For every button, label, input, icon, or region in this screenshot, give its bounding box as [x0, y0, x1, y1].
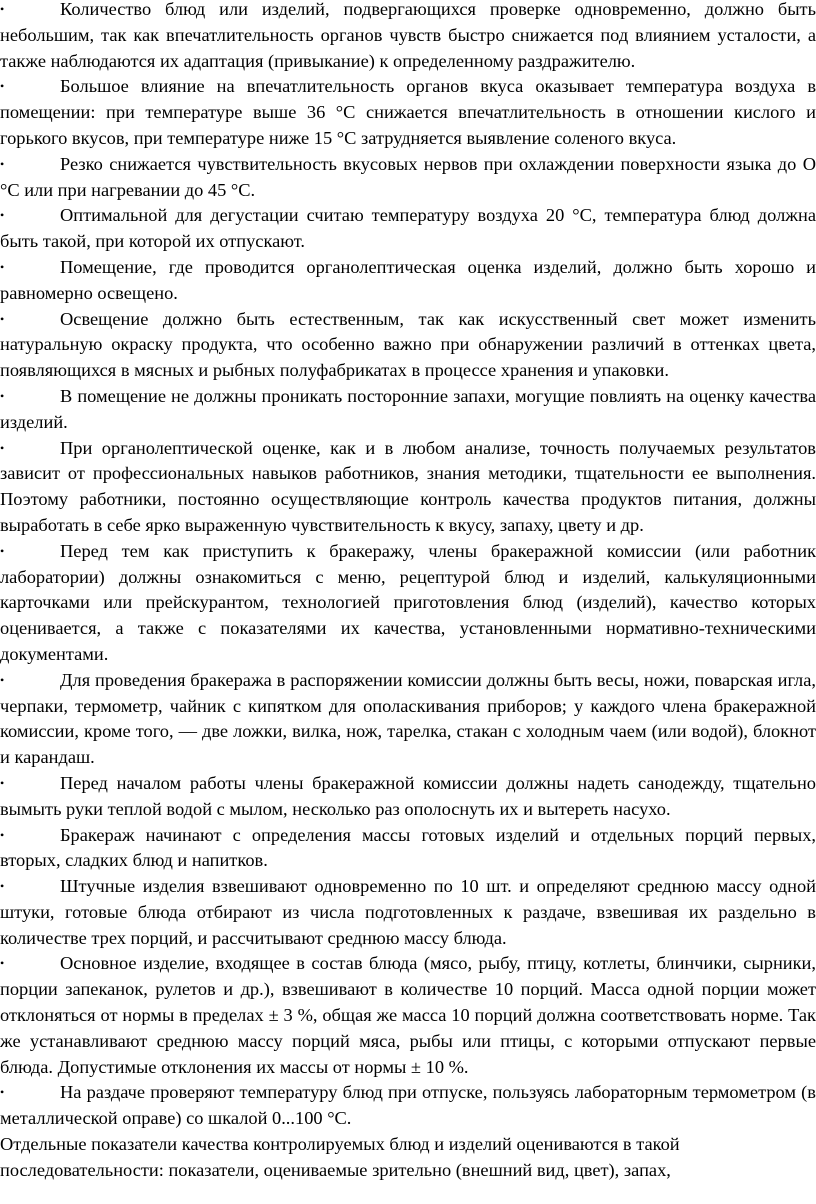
paragraph-text: Резко снижается чувствительность вкусовых нервов при охлаждении поверхности языка до О °С или при нагревании до 45 °С.: [0, 153, 816, 200]
bullet-icon: •: [0, 827, 5, 842]
list-item: [0, 1080, 816, 1132]
bullet-icon: •: [0, 259, 5, 274]
bullet-icon: •: [0, 1085, 5, 1100]
paragraph-text: Перед началом работы члены бракеражной комиссии должны надеть санодежду, тщательно вымыть руки теплой водой с мылом, несколько раз ополоснуть их и вытереть насухо.: [0, 772, 816, 819]
bullet-icon: •: [0, 672, 5, 687]
list-item: [0, 539, 816, 668]
paragraph-text: Оптимальной для дегустации считаю температуру воздуха 20 °С, температура блюд должна быть такой, при которой их отпускают.: [0, 205, 816, 252]
paragraph-text: В помещение не должны проникать посторонние запахи, могущие повлиять на оценку качества изделий.: [0, 385, 816, 432]
bullet-icon: •: [0, 956, 5, 971]
list-item: [0, 668, 816, 771]
bullet-icon: •: [0, 208, 5, 223]
bullet-icon: •: [0, 156, 5, 171]
paragraph-text: Большое влияние на впечатлительность органов вкуса оказывает температура воздуха в помещении: при температуре выше 36 °С снижается впечатлительность в отношении кислого и горького вкусов, при температуре ниже 15 °С затрудняется выявление соленого вкуса.: [0, 76, 816, 148]
paragraph-text: Бракераж начинают с определения массы готовых изделий и отдельных порций первых, вторых, сладких блюд и напитков.: [0, 824, 816, 871]
list-item: [0, 384, 816, 436]
bullet-icon: •: [0, 2, 5, 16]
bullet-icon: •: [0, 543, 5, 558]
list-item: [0, 0, 816, 74]
paragraph-text: Перед тем как приступить к бракеражу, члены бракеражной комиссии (или работник лаборатории) должны ознакомиться с меню, рецептурой блюд и изделий, калькуляционными карточками или прейскурантом, технологией приготовления блюд (изделий), качество которых оценивается, а также с показателями их качества, установленными нормативно-техническими документами.: [0, 540, 816, 664]
bullet-icon: •: [0, 879, 5, 894]
list-item: [0, 436, 816, 539]
bullet-icon: •: [0, 311, 5, 326]
paragraph-text: При органолептической оценке, как и в любом анализе, точность получаемых результатов зависит от профессиональных навыков работников, знания методики, тщательности ее выполнения. Поэтому работники, постоянно осуществляющие контроль качества продуктов питания, должны выработать в себе ярко выраженную чувствительность к вкусу, запаху, цвету и др.: [0, 437, 816, 535]
paragraph-text: На раздаче проверяют температуру блюд при отпуске, пользуясь лабораторным термометром (в металлической оправе) со шкалой 0...100 °С.: [0, 1082, 816, 1129]
trailing-line: последовательности: показатели, оцениваемые зрительно (внешний вид, цвет), запах,: [0, 1159, 671, 1180]
list-item: [0, 823, 816, 875]
list-item: [0, 951, 816, 1080]
bullet-icon: •: [0, 79, 5, 94]
paragraph-text: Основное изделие, входящее в состав блюда (мясо, рыбу, птицу, котлеты, блинчики, сырники, порции запеканок, рулетов и др.), взвешивают в количестве 10 порций. Масса одной порции может отклоняться от нормы в пределах ± 3 %, общая же масса 10 порций должна соответствовать норме. Так же устанавливают среднюю массу порций мяса, рыбы или птицы, с которыми отпускают первые блюда. Допустимые отклонения их массы от нормы ± 10 %.: [0, 953, 816, 1077]
list-item: [0, 255, 816, 307]
list-item: [0, 74, 816, 151]
bullet-icon: •: [0, 440, 5, 455]
list-item: [0, 771, 816, 823]
list-item: [0, 203, 816, 255]
list-item: [0, 874, 816, 951]
list-item: [0, 307, 816, 384]
paragraph-text: Освещение должно быть естественным, так как искусственный свет может изменить натуральную окраску продукта, что особенно важно при обнаружении различий в оттенках цвета, появляющихся в мясных и рыбных полуфабрикатах в процессе хранения и упаковки.: [0, 308, 816, 381]
bullet-icon: •: [0, 775, 5, 790]
paragraph-text: Для проведения бракеража в распоряжении комиссии должны быть весы, ножи, поварская игла, черпаки, термометр, чайник с кипятком для ополаскивания приборов; у каждого члена бракеражной комиссии, кроме того, — две ложки, вилка, нож, тарелка, стакан с холодным чаем (или водой), блокнот и карандаш.: [0, 669, 816, 768]
paragraph-text: Помещение, где проводится органолептическая оценка изделий, должно быть хорошо и равномерно освещено.: [0, 256, 816, 303]
trailing-line: Отдельные показатели качества контролируемых блюд и изделий оцениваются в такой: [0, 1134, 680, 1155]
bullet-icon: •: [0, 388, 5, 403]
paragraph-text: Количество блюд или изделий, подвергающихся проверке одновременно, должно быть небольшим, так как впечатлительность органов чувств быстро снижается под влиянием усталости, а также наблюдаются их адаптация (привыкание) к определенному раздражителю.: [0, 0, 816, 71]
paragraph-text: Штучные изделия взвешивают одновременно по 10 шт. и определяют среднюю массу одной штуки, готовые блюда отбирают из числа подготовленных к раздаче, взвешивая их раздельно в количестве трех порций, и рассчитывают среднюю массу блюда.: [0, 876, 816, 948]
list-item: [0, 152, 816, 204]
